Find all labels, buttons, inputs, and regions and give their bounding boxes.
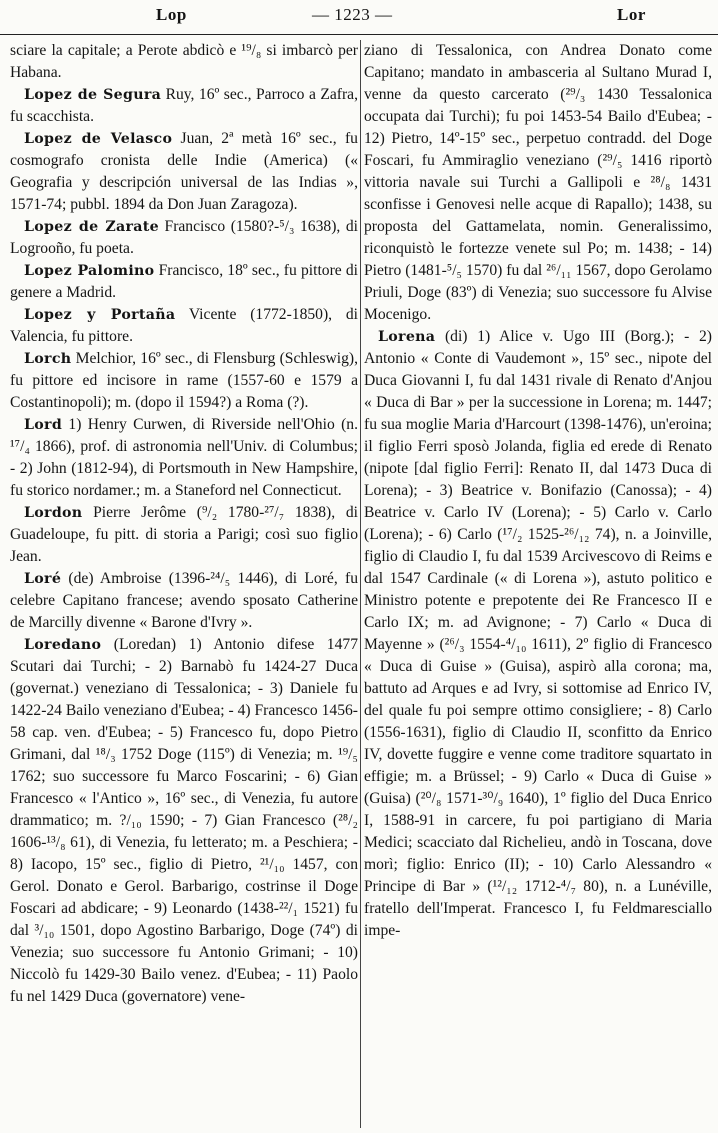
entry-headword: Loredano bbox=[24, 637, 102, 653]
dictionary-entry bbox=[10, 260, 358, 304]
entry-text: sciare la capitale; a Perote abdicò e ¹⁹/₈ si imbarcò per Habana. bbox=[10, 42, 358, 81]
entry-headword: Lopez de Zarate bbox=[24, 219, 159, 235]
entry-text: Vicente (1772-1850), di Valencia, fu pittore. bbox=[10, 306, 358, 345]
dictionary-entry bbox=[10, 634, 358, 1008]
dictionary-entry bbox=[10, 216, 358, 260]
entry-headword: Loré bbox=[24, 571, 62, 587]
right-column bbox=[364, 40, 712, 942]
entry-headword: Lopez de Segura bbox=[24, 87, 162, 103]
entry-text: (di) 1) Alice v. Ugo III (Borg.); - 2) Antonio « Conte di Vaudemont », 15º sec., nipote del Duca Giovanni I, fu dal 1431 rivale di Renato d'Anjou « Duca di Bar » per la successione in Lorena; m. 1447; fu sua moglie Maria d'Harcourt (1398-1476), un'eroina; il figlio Ferri sposò Jolanda, figlia ed erede di Renato (nipote [dal figlio Ferri]: Renato II, dal 1473 Duca di Lorena); - 3) Beatrice v. Bonifazio (Canossa); - 4) Beatrice v. Carlo IV (Lorena); - 5) Carlo v. Carlo (Lorena); - 6) Carlo (¹⁷/₂ 1525-²⁶/₁₂ 74), n. a Joinville, figlio di Claudio I, fu dal 1539 Arcivescovo di Reims e dal 1547 Cardinale (« di Lorena »), astuto politico e Ministro potente e prepotente dei Re Francesco II e Carlo IX; m. ad Avignone; - 7) Carlo « Duca di Mayenne » (²⁶/₃ 1554-⁴/₁₀ 1611), 2º figlio di Francesco « Duca di Guise » (Guisa), aspirò alla corona; ma, battuto ad Arques e ad Ivry, si sottomise ad Enrico IV, del quale fu poi sempre ottimo consigliere; - 8) Carlo (1556-1631), figlio di Claudio II, sconfitto da Enrico IV, dovette fuggire e venne come traditore squartato in effigie; m. a Brüssel; - 9) Carlo « Duca di Guise » (Guisa) (²⁰/₈ 1571-³⁰/₉ 1640), 1º figlio del Duca Enrico I, 1588-91 in carcere, fu poi partigiano di Maria Medici; scacciato dal Richelieu, andò in Toscana, dove morì; figlio: Enrico (II); - 10) Carlo Alessandro « Principe di Bar » (¹²/₁₂ 1712-⁴/₇ 80), n. a Lunéville, fratello dell'Imperat. Francesco I, fu Feldmaresciallo impe- bbox=[364, 328, 712, 939]
entry-text: 1) Henry Curwen, di Riverside nell'Ohio (n. ¹⁷/₄ 1866), prof. di astronomia nell'Univ. di Columbus; - 2) John (1812-94), di Portsmouth in New Hampshire, fu storico nordamer.; m. a Staneford nel Connecticut. bbox=[10, 416, 358, 499]
entry-headword: Lord bbox=[24, 417, 63, 433]
dictionary-entry bbox=[10, 568, 358, 634]
entry-text: Francisco (1580?-⁵/₃ 1638), di Logrooño, fu poeta. bbox=[10, 218, 358, 257]
entry-text: Juan, 2ª metà 16º sec., fu cosmografo cronista delle Indie (America) (« Geografia y descripción universal de las Indias », 1571-74; pubbl. 1894 da Don Juan Zaragoza). bbox=[10, 130, 358, 213]
left-column bbox=[10, 40, 358, 1008]
entry-continuation bbox=[364, 40, 712, 326]
page-header bbox=[0, 0, 718, 35]
entry-headword: Lopez y Portaña bbox=[24, 307, 176, 323]
dictionary-entry bbox=[10, 502, 358, 568]
header-left-guideword: Lop bbox=[156, 5, 187, 24]
entry-continuation bbox=[10, 40, 358, 84]
header-right-guideword: Lor bbox=[617, 5, 646, 24]
entry-text: (de) Ambroise (1396-²⁴/₅ 1446), di Loré, fu celebre Capitano francese; avendo sposato Catherine de Marcilly divenne « Barone d'Ivry ». bbox=[10, 570, 358, 631]
entry-headword: Lopez de Velasco bbox=[24, 131, 173, 147]
dictionary-entry bbox=[10, 128, 358, 216]
dictionary-entry bbox=[10, 304, 358, 348]
dictionary-entry bbox=[10, 84, 358, 128]
dictionary-entry bbox=[10, 348, 358, 414]
column-divider bbox=[360, 40, 361, 1128]
entry-headword: Lordon bbox=[24, 505, 83, 521]
entry-headword: Lopez Palomino bbox=[24, 263, 155, 279]
entry-text: Francisco, 18º sec., fu pittore di genere a Madrid. bbox=[10, 262, 359, 301]
entry-text: Pierre Jerôme (⁹/₂ 1780-²⁷/₇ 1838), di Guadeloupe, fu pitt. di storia a Parigi; così suo figlio Jean. bbox=[10, 504, 358, 565]
page-number: — 1223 — bbox=[312, 5, 393, 24]
entry-headword: Lorch bbox=[24, 351, 72, 367]
dictionary-entry bbox=[364, 326, 712, 942]
entry-text: Ruy, 16º sec., Parroco a Zafra, fu scacchista. bbox=[10, 86, 358, 125]
entry-text: ziano di Tessalonica, con Andrea Donato come Capitano; mandato in ambasceria al Sultano Murad I, venne da questo carcerato (²⁹/₃ 1430 Tessalonica occupata dai Turchi); fu poi 1453-54 Bailo d'Eubea; - 12) Pietro, 14º-15º sec., perpetuo contradd. del Doge Foscari, fu Ammiraglio veneziano (²⁹/₅ 1416 riportò vittoria navale sui Turchi a Gallipoli e ²⁸/₈ 1431 sconfisse i Genovesi nelle acque di Rapallo); 1438, su proposta del Gattamelata, nomin. Generalissimo, riconquistò le fortezze venete sul Po; m. 1438; - 14) Pietro (1481-⁵/₅ 1570) fu dal ²⁶/₁₁ 1567, dopo Gerolamo Priuli, Doge (83º) di Venezia; suo successore fu Alvise Mocenigo. bbox=[364, 42, 712, 323]
entry-text: Melchior, 16º sec., di Flensburg (Schleswig), fu pittore ed incisore in rame (1557-60 e 1579 a Costantinopoli); m. (dopo il 1594?) a Roma (?). bbox=[10, 350, 358, 411]
entry-text: (Loredan) 1) Antonio difese 1477 Scutari dai Turchi; - 2) Barnabò fu 1424-27 Duca (governat.) veneziano di Tessalonica; - 3) Daniele fu 1422-24 Bailo veneziano d'Eubea; - 4) Francesco 1456-58 cap. ven. d'Eubea; - 5) Francesco fu, dopo Pietro Grimani, dal ¹⁸/₃ 1752 Doge (115º) di Venezia; m. ¹⁹/₅ 1762; suo successore fu Marco Foscarini; - 6) Gian Francesco « l'Antico », 16º sec., di Venezia, fu autore drammatico; m. ?/₁₀ 1590; - 7) Gian Francesco (²⁸/₂ 1606-¹³/₈ 61), di Venezia, fu letterato; m. a Peschiera; - 8) Iacopo, 15º sec., figlio di Pietro, ²¹/₁₀ 1457, con Gerol. Donato e Gerol. Barbarigo, costrinse il Doge Foscari ad abdicare; - 9) Leonardo (1438-²²/₁ 1521) fu dal ³/₁₀ 1501, dopo Agostino Barbarigo, Doge (74º) di Venezia; suo successore fu Antonio Grimani; - 10) Niccolò fu 1429-30 Bailo venez. d'Eubea; - 11) Paolo fu nel 1429 Duca (governatore) vene- bbox=[10, 636, 358, 1005]
dictionary-entry bbox=[10, 414, 358, 502]
entry-headword: Lorena bbox=[378, 329, 436, 345]
